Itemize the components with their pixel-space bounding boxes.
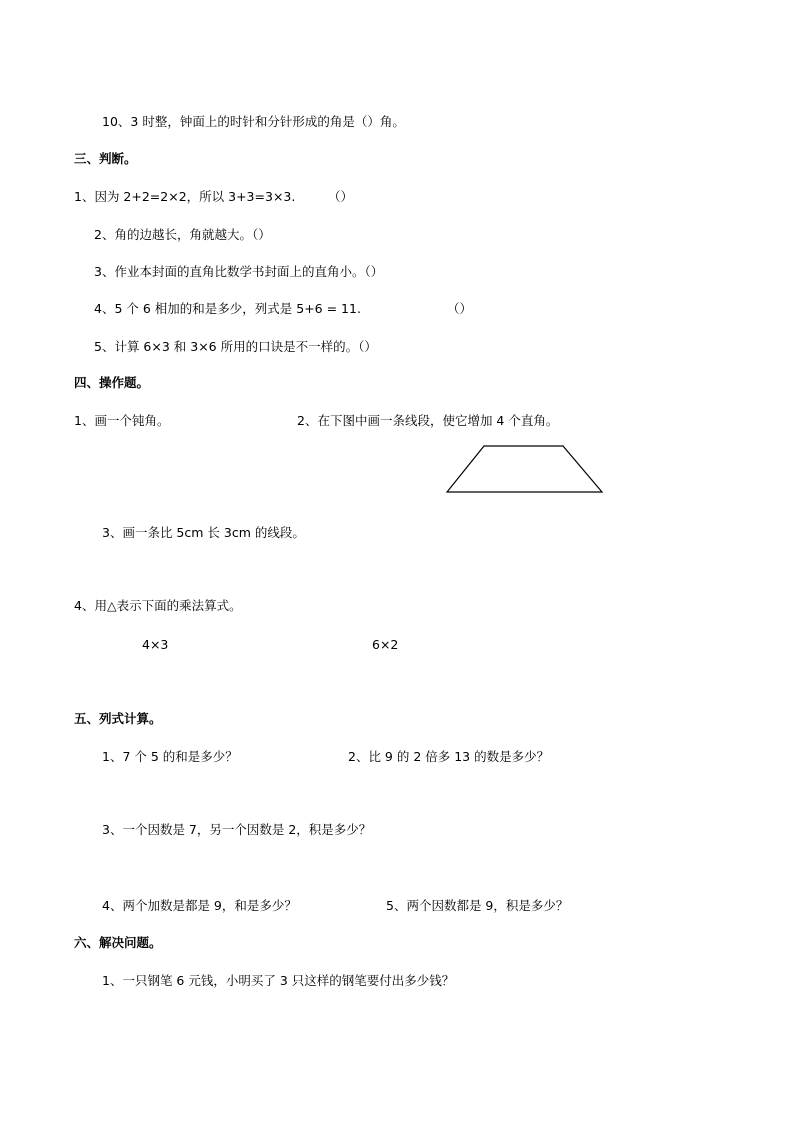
calc-q2: 2、比 9 的 2 倍多 13 的数是多少？	[348, 749, 550, 764]
section-4-title: 四、操作题。	[74, 375, 150, 390]
judge-item-4-blank: （）	[447, 301, 473, 316]
calc-q1: 1、7 个 5 的和是多少？	[102, 749, 238, 764]
calc-q3: 3、一个因数是 7，另一个因数是 2，积是多少？	[102, 822, 372, 837]
judge-item-5: 5、计算 6×3 和 3×6 所用的口诀是不一样的。（）	[94, 339, 377, 354]
multiplication-expr-2: 6×2	[372, 637, 399, 652]
judge-item-2: 2、角的边越长，角就越大。（）	[94, 227, 271, 242]
judge-item-4: 4、5 个 6 相加的和是多少，列式是 5+6 = 11.	[94, 301, 361, 316]
judge-item-1-blank: （）	[328, 189, 354, 204]
trapezoid-shape	[447, 446, 602, 492]
problem-q1: 1、一只钢笔 6 元钱，小明买了 3 只这样的钢笔要付出多少钱？	[102, 973, 455, 988]
trapezoid-figure	[440, 440, 610, 498]
section-5-title: 五、列式计算。	[74, 711, 162, 726]
section-6-title: 六、解决问题。	[74, 935, 162, 950]
multiplication-expr-1: 4×3	[142, 637, 169, 652]
operation-q3: 3、画一条比 5cm 长 3cm 的线段。	[102, 525, 305, 540]
calc-q5: 5、两个因数都是 9，积是多少？	[386, 898, 569, 913]
question-10: 10、3 时整，钟面上的时针和分针形成的角是（）角。	[102, 114, 405, 129]
operation-q1: 1、画一个钝角。	[74, 413, 170, 428]
operation-q2: 2、在下图中画一条线段，使它增加 4 个直角。	[297, 413, 559, 428]
calc-q4: 4、两个加数是都是 9，和是多少？	[102, 898, 297, 913]
operation-q4: 4、用△表示下面的乘法算式。	[74, 598, 242, 613]
judge-item-1: 1、因为 2+2=2×2，所以 3+3=3×3.	[74, 189, 296, 204]
section-3-title: 三、判断。	[74, 151, 137, 166]
judge-item-3: 3、作业本封面的直角比数学书封面上的直角小。（）	[94, 264, 384, 279]
